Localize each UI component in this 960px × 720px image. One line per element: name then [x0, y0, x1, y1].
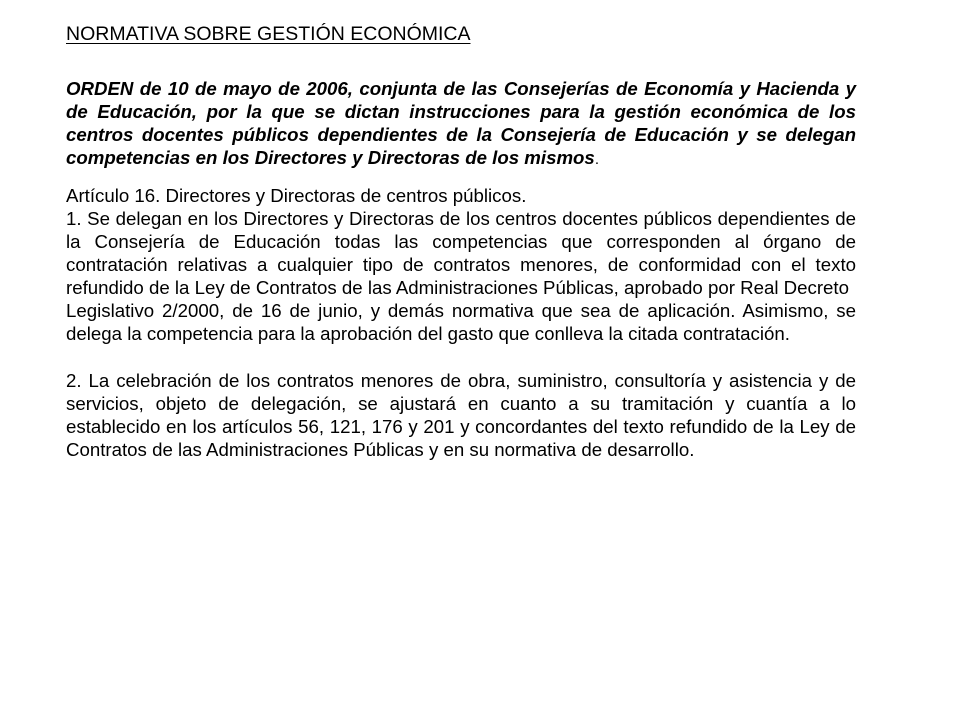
title-row — [66, 22, 856, 46]
document-body — [66, 22, 856, 461]
orden-citation-text: ORDEN de 10 de mayo de 2006, conjunta de las Consejerías de Economía y Hacienda y de Educación, por la que se dictan instrucciones para la gestión económica de los centros docentes públicos dependientes de la Consejería de Educación y se delegan competencias en los Directores y Directoras de los mismos — [66, 78, 856, 168]
article-paragraph-1: 1. Se delegan en los Directores y Directoras de los centros docentes públicos dependientes de la Consejería de Educación todas las competencias que corresponden al órgano de contratación relativas a cualquier tipo de contratos menores, de conformidad con el texto refundido de la Ley de Contratos de las Administraciones Públicas, aprobado por Real Decreto Legislativo 2/2000, de 16 de junio, y demás normativa que sea de aplicación. Asimismo, se delega la competencia para la aprobación del gasto que conlleva la citada contratación. — [66, 208, 856, 344]
article-paragraph-2: 2. La celebración de los contratos menores de obra, suministro, consultoría y asistencia y de servicios, objeto de delegación, se ajustará en cuanto a su tramitación y cuantía a lo establecido en los artículos 56, 121, 176 y 201 y concordantes del texto refundido de la Ley de Contratos de las Administraciones Públicas y en su normativa de desarrollo. — [66, 370, 856, 460]
article-heading: Artículo 16. Directores y Directoras de centros públicos. — [66, 185, 527, 206]
orden-citation-period: . — [594, 151, 599, 168]
page-title: NORMATIVA SOBRE GESTIÓN ECONÓMICA — [66, 23, 471, 45]
orden-citation — [66, 77, 856, 171]
